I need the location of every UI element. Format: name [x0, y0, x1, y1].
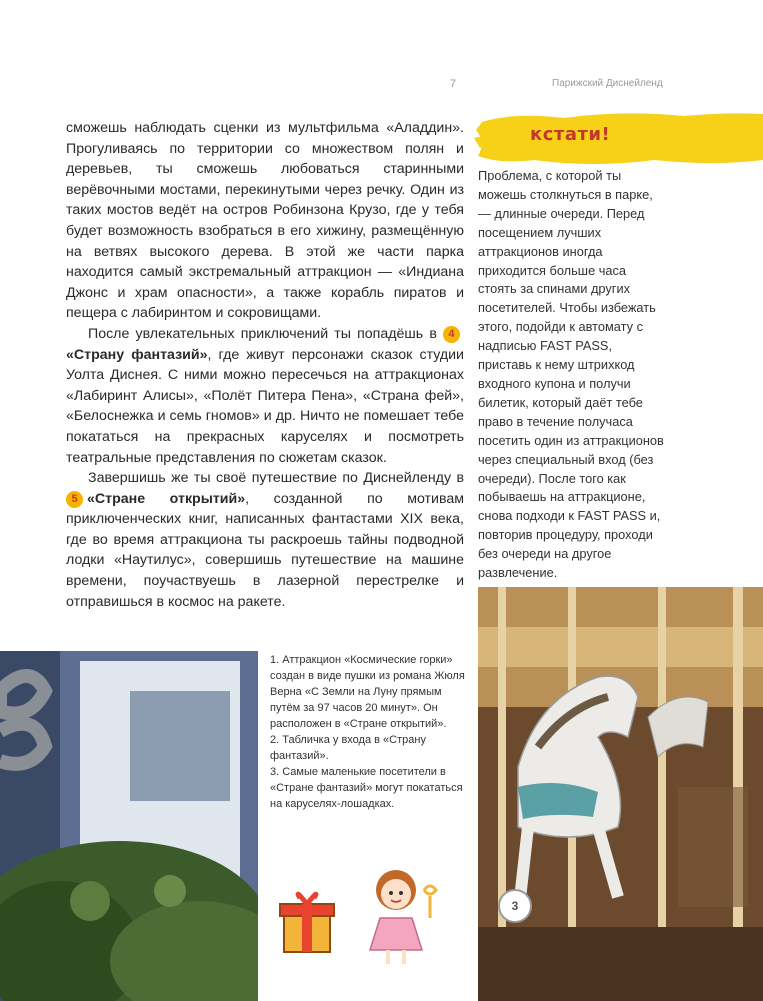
paragraph-2-lead: После увлекательных приключений ты попадёшь в: [88, 325, 437, 342]
gift-icon: [280, 894, 334, 952]
caption-2: 2. Табличка у входа в «Страну фантазий».: [270, 734, 426, 762]
discoveryland-name: «Стране открытий»: [87, 490, 246, 507]
location-badge-4: 4: [443, 326, 460, 343]
photo-carousel-horses: [478, 587, 763, 1001]
note-text: Проблема, с которой ты можешь столкнуться в парке, — длинные очереди. Перед посещением лучших аттракционов иногда приходится больше часа стоять за спинами других посетителей. Чтобы избежать этого, подойди к автомату с надписью FAST PASS, приставь к нему штрихкод входного купона и получи билетик, который даёт тебе право в течение получаса посетить один из аттракционов через специальный вход (без очереди). После того как побываешь на аттракционе, снова подходи к FAST PASS и, повторив процедуру, проходи без очереди на другое развлечение.: [478, 168, 664, 581]
girl-icon: [370, 870, 436, 964]
photo-number-badge: 3: [498, 889, 532, 923]
caption-1: 1. Аттракцион «Космические горки» создан в виде пушки из романа Жюля Верна «С Земли на Луну прямым путём за 97 часов 20 минут». Он расположен в «Стране открытий».: [270, 654, 465, 730]
location-badge-5: 5: [66, 491, 83, 508]
note-banner: [474, 108, 763, 168]
photo-fantasyland-sign: [0, 651, 258, 1001]
paragraph-1: сможешь наблюдать сценки из мультфильма «Аладдин». Прогуливаясь по территории со множеством полян и деревьев, ты сможешь любоваться старинными верёвочными мостами, перекинутыми через речку. Один из таких мостов ведёт на остров Робинзона Крузо, где у тебя будет возможность взобраться в его хижину, размещённую на ветвях высокого дерева. В этой же части парка находится самый экстремальный аттракцион — «Индиана Джонс и храм опасности», а также корабль пиратов и пещера с лабиринтом и сокровищами.: [66, 120, 464, 322]
paragraph-3-rest: , созданной по мотивам приключенческих книг, написанных фантастами XIX века, где во время аттракциона ты раскроешь тайны подводной лодки «Наутилус», совершишь путешествие на машине времени, поучаствуешь в лазерной перестрелке и отправишься в космос на ракете.: [66, 490, 464, 610]
photo-captions: [270, 652, 470, 812]
paragraph-3-lead: Завершишь же ты своё путешествие по Диснейленду в: [88, 470, 464, 487]
illustration-girl-gift: [276, 860, 476, 970]
running-title: Парижский Диснейленд: [552, 78, 663, 89]
note-title: кстати!: [530, 124, 611, 145]
caption-3: 3. Самые маленькие посетители в «Стране фантазий» могут покататься на каруселях-лошадках.: [270, 766, 463, 810]
page-number: 7: [450, 78, 457, 90]
paragraph-2: [66, 324, 464, 468]
main-text: [66, 118, 464, 612]
paragraph-2-rest: , где живут персонажи сказок студии Уолта Диснея. С ними можно пересечься на аттракционах «Лабиринт Алисы», «Полёт Питера Пена», «Страна фей», «Белоснежка и семь гномов» и др. Ничто не помешает тебе покататься на прекрасных каруселях и посмотреть театральные представления по сюжетам сказок.: [66, 346, 464, 466]
paragraph-3: [66, 468, 464, 612]
fantasyland-name: «Страну фантазий»: [66, 346, 208, 363]
